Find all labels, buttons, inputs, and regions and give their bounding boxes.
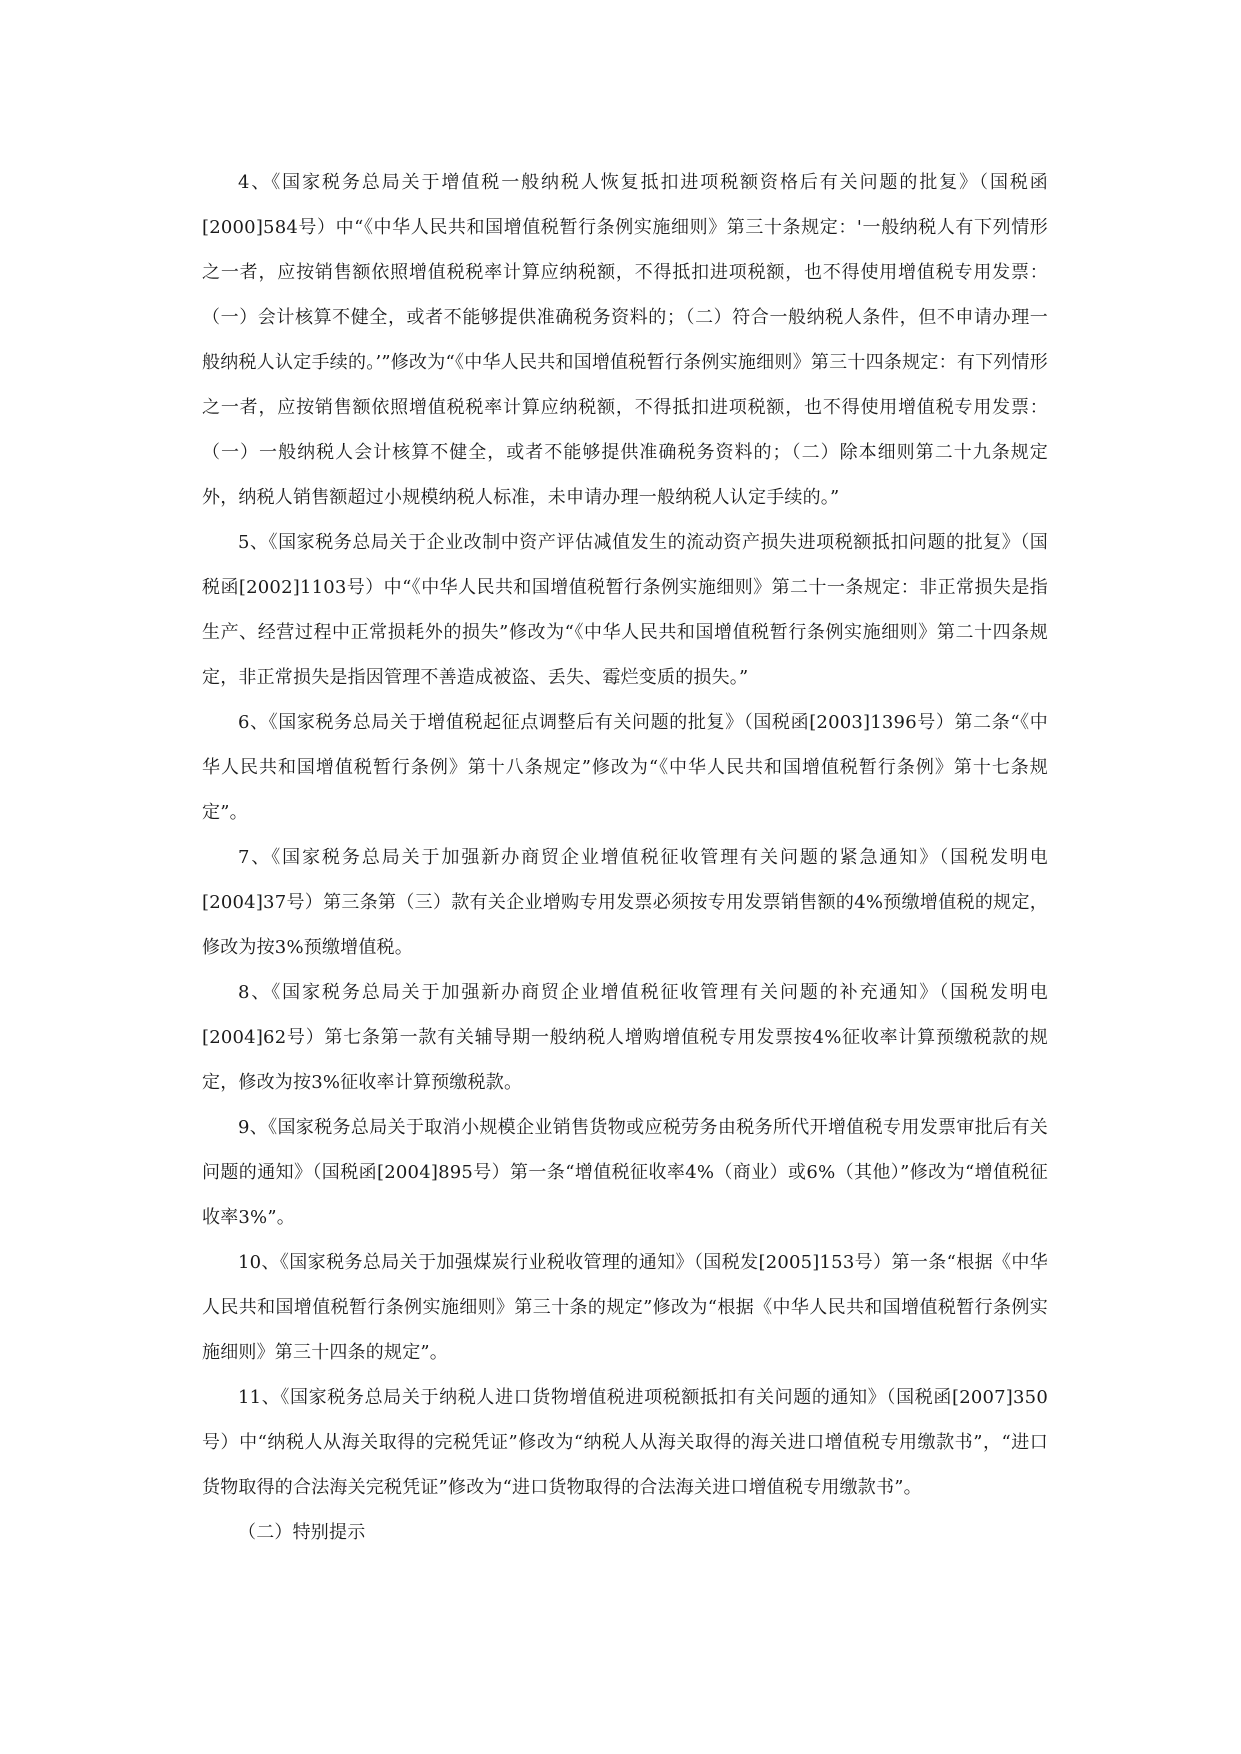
- paragraph-item-5: 5、《国家税务总局关于企业改制中资产评估减值发生的流动资产损失进项税额抵扣问题的批复》（国税函[2002]1103号）中“《中华人民共和国增值税暂行条例实施细则》第二十一条规定：非正常损失是指生产、经营过程中正常损耗外的损失”修改为“《中华人民共和国增值税暂行条例实施细则》第二十四条规定，非正常损失是指因管理不善造成被盗、丢失、霉烂变质的损失。”: [202, 532, 1048, 688]
- paragraph-item-7: 7、《国家税务总局关于加强新办商贸企业增值税征收管理有关问题的紧急通知》（国税发明电[2004]37号）第三条第（三）款有关企业增购专用发票必须按专用发票销售额的4%预缴增值税的规定，修改为按3%预缴增值税。: [202, 847, 1048, 958]
- paragraph-item-6: 6、《国家税务总局关于增值税起征点调整后有关问题的批复》（国税函[2003]1396号）第二条“《中华人民共和国增值税暂行条例》第十八条规定”修改为“《中华人民共和国增值税暂行条例》第十七条规定”。: [202, 712, 1048, 823]
- paragraph-item-4: 4、《国家税务总局关于增值税一般纳税人恢复抵扣进项税额资格后有关问题的批复》（国税函[2000]584号）中“《中华人民共和国增值税暂行条例实施细则》第三十条规定：'一般纳税人有下列情形之一者，应按销售额依照增值税税率计算应纳税额，不得抵扣进项税额，也不得使用增值税专用发票：（一）会计核算不健全，或者不能够提供准确税务资料的；（二）符合一般纳税人条件，但不申请办理一般纳税人认定手续的。’”修改为“《中华人民共和国增值税暂行条例实施细则》第三十四条规定：有下列情形之一者，应按销售额依照增值税税率计算应纳税额，不得抵扣进项税额，也不得使用增值税专用发票：（一）一般纳税人会计核算不健全，或者不能够提供准确税务资料的；（二）除本细则第二十九条规定外，纳税人销售额超过小规模纳税人标准，未申请办理一般纳税人认定手续的。”: [202, 172, 1048, 508]
- paragraph-item-9: 9、《国家税务总局关于取消小规模企业销售货物或应税劳务由税务所代开增值税专用发票审批后有关问题的通知》（国税函[2004]895号）第一条“增值税征收率4%（商业）或6%（其他）”修改为“增值税征收率3%”。: [202, 1117, 1048, 1228]
- paragraph-item-11: 11、《国家税务总局关于纳税人进口货物增值税进项税额抵扣有关问题的通知》（国税函[2007]350号）中“纳税人从海关取得的完税凭证”修改为“纳税人从海关取得的海关进口增值税专用缴款书”，“进口货物取得的合法海关完税凭证”修改为“进口货物取得的合法海关进口增值税专用缴款书”。: [202, 1387, 1048, 1498]
- section-subheading: （二）特别提示: [238, 1522, 366, 1543]
- paragraph-item-8: 8、《国家税务总局关于加强新办商贸企业增值税征收管理有关问题的补充通知》（国税发明电[2004]62号）第七条第一款有关辅导期一般纳税人增购增值税专用发票按4%征收率计算预缴税款的规定，修改为按3%征收率计算预缴税款。: [202, 982, 1048, 1093]
- paragraph-item-10: 10、《国家税务总局关于加强煤炭行业税收管理的通知》（国税发[2005]153号）第一条“根据《中华人民共和国增值税暂行条例实施细则》第三十条的规定”修改为“根据《中华人民共和国增值税暂行条例实施细则》第三十四条的规定”。: [202, 1252, 1048, 1363]
- document-body: [202, 160, 1048, 1555]
